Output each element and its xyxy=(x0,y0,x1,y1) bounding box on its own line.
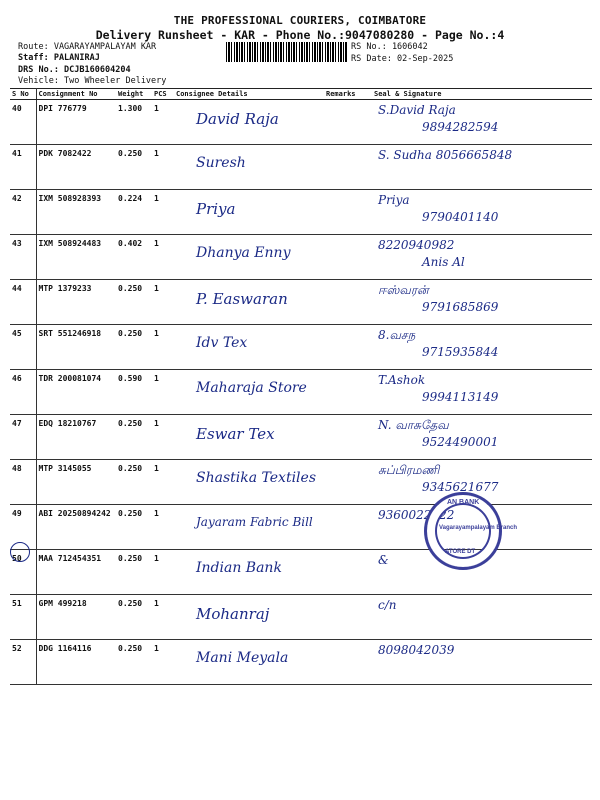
row-pcs: 1 xyxy=(152,145,174,190)
signature-handwriting: 8.வசந xyxy=(378,328,416,342)
drs-number: DRS No.: DCJB160604204 xyxy=(18,65,131,75)
table-row xyxy=(10,100,592,145)
bank-seal-stamp xyxy=(424,492,518,570)
consignee-handwriting: Priya xyxy=(196,200,236,218)
row-consignment-no: SRT 551246918 xyxy=(36,325,116,370)
signature-phone: 9790401140 xyxy=(422,210,499,224)
row-consignment-no: GPM 499218 xyxy=(36,595,116,640)
row-consignee-details xyxy=(174,100,324,145)
consignee-handwriting: Mohanraj xyxy=(196,605,270,623)
company-name: THE PROFESSIONAL COURIERS, COIMBATORE xyxy=(173,14,427,27)
row-consignment-no: MTP 3145055 xyxy=(36,460,116,505)
signature-phone: 9791685869 xyxy=(422,300,499,314)
table-row xyxy=(10,415,592,460)
stamp-text-bottom: ATORE DT xyxy=(445,549,476,555)
row-remarks xyxy=(324,415,372,460)
signature-handwriting: 8220940982 xyxy=(378,238,455,252)
row-seal-signature xyxy=(372,280,592,325)
table-row xyxy=(10,640,592,685)
row-weight: 0.250 xyxy=(116,325,152,370)
table-row xyxy=(10,145,592,190)
row-weight: 0.250 xyxy=(116,280,152,325)
row-consignee-details xyxy=(174,370,324,415)
signature-handwriting: S.David Raja xyxy=(378,103,456,117)
row-weight: 0.250 xyxy=(116,145,152,190)
row-consignee-details xyxy=(174,415,324,460)
row-consignment-no: PDK 7082422 xyxy=(36,145,116,190)
signature-handwriting: N. வாசுதேவ xyxy=(378,418,449,432)
row-sno: 45 xyxy=(10,325,36,370)
row-seal-signature xyxy=(372,370,592,415)
signature-handwriting: T.Ashok xyxy=(378,373,426,387)
consignee-handwriting: Dhanya Enny xyxy=(196,245,291,261)
signature-phone: 9715935844 xyxy=(422,345,499,359)
signature-handwriting: ஈஸ்வரன் xyxy=(378,283,429,297)
barcode-image xyxy=(226,42,348,62)
row-remarks xyxy=(324,190,372,235)
col-remarks: Remarks xyxy=(324,89,372,100)
row-weight: 1.300 xyxy=(116,100,152,145)
route-label: Route: VAGARAYAMPALAYAM KAR xyxy=(18,42,157,52)
consignee-handwriting: Maharaja Store xyxy=(196,380,307,396)
rs-date: RS Date: 02-Sep-2025 xyxy=(351,54,454,64)
row-sno: 51 xyxy=(10,595,36,640)
row-seal-signature xyxy=(372,235,592,280)
row-sno: 46 xyxy=(10,370,36,415)
rs-number: RS No.: 1606042 xyxy=(351,42,428,52)
row-pcs: 1 xyxy=(152,235,174,280)
stamp-text-top: AN BANK xyxy=(447,499,480,506)
row-seal-signature xyxy=(372,640,592,685)
row-remarks xyxy=(324,280,372,325)
table-row xyxy=(10,190,592,235)
row-remarks xyxy=(324,550,372,595)
signature-phone: 9524490001 xyxy=(422,435,499,449)
row-weight: 0.250 xyxy=(116,505,152,550)
row-consignee-details xyxy=(174,190,324,235)
table-row xyxy=(10,280,592,325)
row-sno: 47 xyxy=(10,415,36,460)
circled-row-marker xyxy=(10,542,30,562)
row-weight: 0.250 xyxy=(116,460,152,505)
signature-handwriting: & xyxy=(378,553,389,567)
row-pcs: 1 xyxy=(152,460,174,505)
row-sno: 40 xyxy=(10,100,36,145)
row-weight: 0.402 xyxy=(116,235,152,280)
row-seal-signature xyxy=(372,190,592,235)
row-remarks xyxy=(324,460,372,505)
row-remarks xyxy=(324,640,372,685)
staff-label: Staff: PALANIRAJ xyxy=(18,53,100,63)
row-pcs: 1 xyxy=(152,190,174,235)
row-consignment-no: DDG 1164116 xyxy=(36,640,116,685)
col-consignment: Consignment No xyxy=(36,89,116,100)
col-sno: S No xyxy=(10,89,36,100)
table-header-row xyxy=(10,89,592,100)
table-row xyxy=(10,235,592,280)
consignee-handwriting: Eswar Tex xyxy=(196,425,275,443)
row-remarks xyxy=(324,100,372,145)
row-pcs: 1 xyxy=(152,100,174,145)
row-sno: 41 xyxy=(10,145,36,190)
row-consignee-details xyxy=(174,145,324,190)
row-weight: 0.250 xyxy=(116,640,152,685)
table-row xyxy=(10,595,592,640)
consignee-handwriting: Shastika Textiles xyxy=(196,470,317,486)
runsheet-table xyxy=(10,88,592,685)
signature-handwriting: c/n xyxy=(378,598,397,612)
consignee-handwriting: Indian Bank xyxy=(196,560,282,576)
row-sno: 49 xyxy=(10,505,36,550)
table-row xyxy=(10,370,592,415)
row-sno: 52 xyxy=(10,640,36,685)
row-remarks xyxy=(324,595,372,640)
signature-phone: 9345621677 xyxy=(422,480,499,494)
signature-handwriting: சுப்பிரமணி xyxy=(378,463,440,477)
row-weight: 0.250 xyxy=(116,595,152,640)
signature-handwriting: S. Sudha 8056665848 xyxy=(378,148,513,162)
col-weight: Weight xyxy=(116,89,152,100)
row-pcs: 1 xyxy=(152,415,174,460)
row-seal-signature xyxy=(372,100,592,145)
row-weight: 0.590 xyxy=(116,370,152,415)
row-weight: 0.250 xyxy=(116,550,152,595)
row-remarks xyxy=(324,145,372,190)
row-remarks xyxy=(324,235,372,280)
row-seal-signature xyxy=(372,145,592,190)
row-consignee-details xyxy=(174,550,324,595)
row-consignee-details xyxy=(174,280,324,325)
row-consignment-no: ABI 20250894242 xyxy=(36,505,116,550)
row-pcs: 1 xyxy=(152,505,174,550)
signature-phone: Anis Al xyxy=(422,255,465,269)
row-seal-signature xyxy=(372,415,592,460)
row-consignee-details xyxy=(174,460,324,505)
table-row xyxy=(10,325,592,370)
row-consignee-details xyxy=(174,595,324,640)
row-consignment-no: MTP 1379233 xyxy=(36,280,116,325)
row-pcs: 1 xyxy=(152,280,174,325)
row-seal-signature xyxy=(372,325,592,370)
row-consignee-details xyxy=(174,505,324,550)
row-sno: 43 xyxy=(10,235,36,280)
row-remarks xyxy=(324,505,372,550)
consignee-handwriting: Idv Tex xyxy=(196,335,248,351)
row-pcs: 1 xyxy=(152,325,174,370)
col-seal: Seal & Signature xyxy=(372,89,592,100)
col-consignee: Consignee Details xyxy=(174,89,324,100)
row-remarks xyxy=(324,370,372,415)
vehicle-label: Vehicle: Two Wheeler Delivery xyxy=(18,76,167,86)
table-row xyxy=(10,460,592,505)
row-consignment-no: IXM 508928393 xyxy=(36,190,116,235)
signature-phone: 9894282594 xyxy=(422,120,499,134)
row-sno: 48 xyxy=(10,460,36,505)
table-row xyxy=(10,550,592,595)
row-sno: 44 xyxy=(10,280,36,325)
row-weight: 0.224 xyxy=(116,190,152,235)
row-pcs: 1 xyxy=(152,640,174,685)
stamp-text-middle: Vagarayampalayam Branch xyxy=(439,525,518,531)
signature-handwriting: 8098042039 xyxy=(378,643,455,657)
row-consignment-no: IXM 508924483 xyxy=(36,235,116,280)
row-consignee-details xyxy=(174,325,324,370)
signature-handwriting: Priya xyxy=(378,193,410,207)
row-consignee-details xyxy=(174,640,324,685)
row-pcs: 1 xyxy=(152,370,174,415)
row-pcs: 1 xyxy=(152,595,174,640)
row-seal-signature xyxy=(372,595,592,640)
runsheet-title: Delivery Runsheet - KAR - Phone No.:9047080280 - Page No.:4 xyxy=(95,28,505,42)
row-consignment-no: TDR 200081074 xyxy=(36,370,116,415)
consignee-handwriting: Suresh xyxy=(196,155,246,171)
row-remarks xyxy=(324,325,372,370)
row-pcs: 1 xyxy=(152,550,174,595)
row-consignment-no: MAA 712454351 xyxy=(36,550,116,595)
row-consignment-no: DPI 776779 xyxy=(36,100,116,145)
signature-phone: 9994113149 xyxy=(422,390,499,404)
col-pcs: PCS xyxy=(152,89,174,100)
row-consignee-details xyxy=(174,235,324,280)
consignee-handwriting: P. Easwaran xyxy=(196,290,288,308)
row-sno: 50 xyxy=(10,550,36,595)
row-weight: 0.250 xyxy=(116,415,152,460)
consignee-handwriting: David Raja xyxy=(196,110,279,128)
signature-handwriting: 9360022222 xyxy=(378,508,455,522)
row-sno: 42 xyxy=(10,190,36,235)
consignee-handwriting: Jayaram Fabric Bill xyxy=(196,515,313,529)
row-consignment-no: EDQ 18210767 xyxy=(36,415,116,460)
consignee-handwriting: Mani Meyala xyxy=(196,650,289,666)
